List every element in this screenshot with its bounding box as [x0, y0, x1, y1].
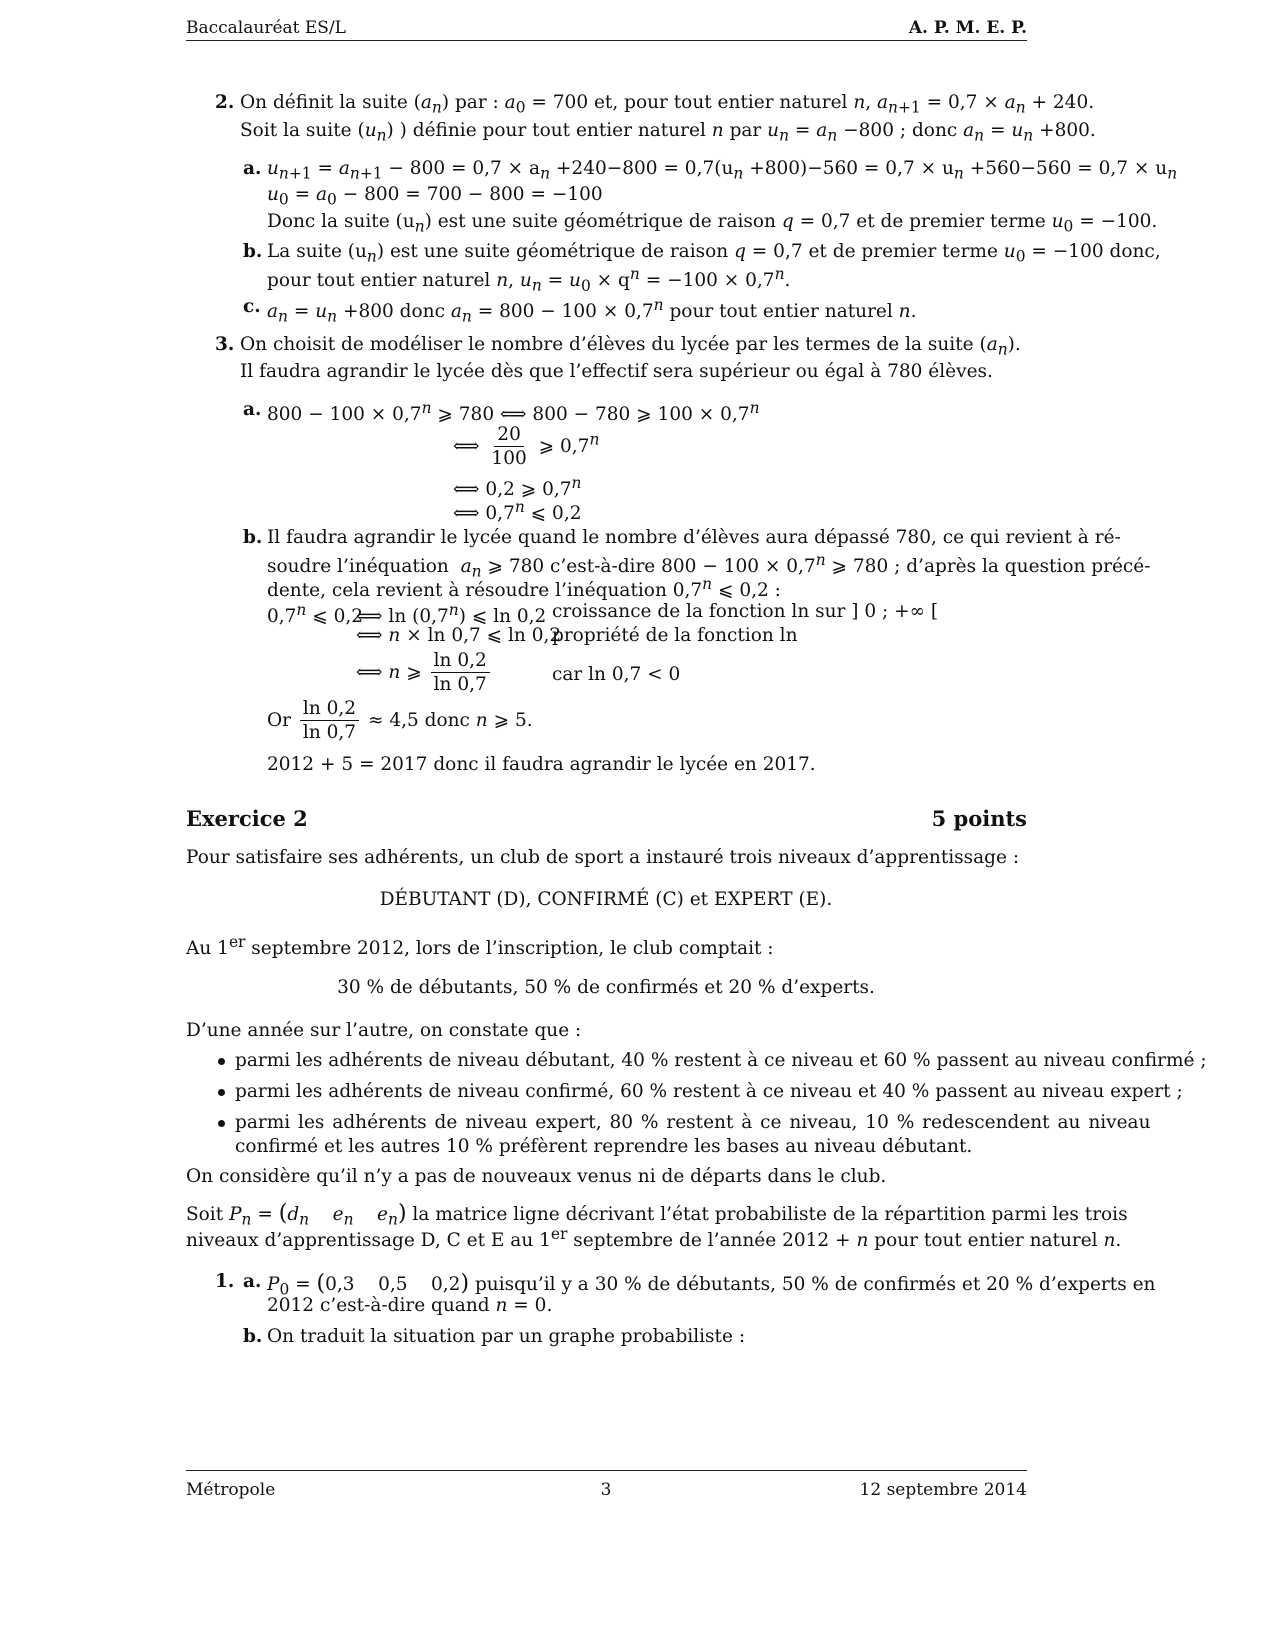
- q2a-label: a.: [243, 158, 262, 179]
- q2b-line2: pour tout entier naturel n, $u_n = u_0 \times q^n = -100 \times 0,7^n$.: [267, 265, 791, 295]
- bullet-item-3-cont: confirmé et les autres 10 % préfèrent reprendre les bases au niveau débutant.: [235, 1136, 973, 1157]
- q3b-conclusion: 2012 + 5 = 2017 donc il faudra agrandir le lycée en 2017.: [267, 754, 816, 775]
- ex2-q1a-line1: $P_0 = (0,3$ 0,5 0,2) puisqu’il y a 30 % de débutants, 50 % de confirmés et 20 % d’experts en: [267, 1271, 1156, 1299]
- fraction-or: $\frac{\ln 0,2}{\ln 0,7}$: [300, 698, 359, 744]
- q2c-line1: $a_n = u_n +800$ donc $a_n = 800 - 100 \times 0,7^n$ pour tout entier naturel n.: [267, 296, 917, 326]
- bullet-item-2: parmi les adhérents de niveau confirmé, 60 % restent à ce niveau et 40 % passent au niveau expert ;: [235, 1081, 1183, 1102]
- ex2-q1-number: 1.: [215, 1271, 235, 1292]
- ex2-q1a-label: a.: [243, 1271, 262, 1292]
- header-rule: [186, 40, 1027, 41]
- q3a-row4: ⟺ 0,7$^n$ ⩽ 0,2: [453, 498, 582, 525]
- q3b-line2: soudre l’inéquation $a_n$ ⩾ 780 c’est-à-dire $800 - 100 \times 0,7^n$ ⩾ 780 ; d’après la question précé-: [267, 551, 1151, 581]
- header-right: A. P. M. E. P.: [908, 18, 1027, 38]
- bullet-icon: [218, 1058, 225, 1065]
- q3b-step1-left: 0,7$^n$ ⩽ 0,2: [267, 601, 364, 628]
- q2c-label: c.: [243, 296, 261, 317]
- bullet-item-3: parmi les adhérents de niveau expert, 80 % restent à ce niveau, 10 % redescendent au niveau: [235, 1112, 1151, 1133]
- ex2-q1a-line2: 2012 c’est-à-dire quand n = 0.: [267, 1295, 553, 1316]
- q2a-line2: $u_0 = a_0 - 800 = 700 - 800 = -100$: [267, 184, 603, 209]
- fraction-20-100: $\frac{20}{100}$: [491, 424, 527, 470]
- ex2-levels: DÉBUTANT (D), CONFIRMÉ (C) et EXPERT (E).: [379, 889, 833, 910]
- q3b-step2-mid: ⟺ n × ln 0,7 ⩽ ln 0,2: [356, 625, 562, 646]
- bullet-icon: [218, 1089, 225, 1096]
- q3a-row1: $800 - 100 \times 0,7^n$ ⩾ 780 ⟺ 800 − 780 ⩾ $100 \times 0,7^n$: [267, 399, 760, 426]
- exercise-title: Exercice 2: [186, 806, 308, 831]
- q3b-line3: dente, cela revient à résoudre l’inéquation 0,7$^n$ ⩽ 0,2 :: [267, 575, 781, 602]
- ex2-stats: 30 % de débutants, 50 % de confirmés et 20 % d’experts.: [337, 977, 875, 998]
- q3a-row3: ⟺ 0,2 ⩾ 0,7$^n$: [453, 474, 582, 501]
- fraction-ln02-ln07: $\frac{\ln 0,2}{\ln 0,7}$: [431, 650, 490, 696]
- q3b-step1-reason: croissance de la fonction ln sur ] 0 ; +∞ [: [552, 601, 939, 622]
- q2a-line3: Donc la suite $(u_n)$ est une suite géométrique de raison q = 0,7 et de premier terme $u_0 = -100$.: [267, 211, 1158, 236]
- ex2-matrix-line2: niveaux d’apprentissage D, C et E au 1er septembre de l’année 2012 + n pour tout entier naturel n.: [186, 1225, 1122, 1252]
- q3b-step2-reason: propriété de la fonction ln: [552, 625, 798, 646]
- q3b-line1: Il faudra agrandir le lycée quand le nombre d’élèves aura dépassé 780, ce qui revient à ré-: [267, 527, 1121, 548]
- footer-right: 12 septembre 2014: [859, 1480, 1027, 1500]
- q2-number: 2.: [215, 92, 235, 113]
- q3a-label: a.: [243, 399, 262, 420]
- q3a-row2: ⟺ $\frac{20}{100}$ ⩾ 0,7$^n$: [453, 424, 600, 470]
- q3b-step3-mid: ⟺ n ⩾ $\frac{\ln 0,2}{\ln 0,7}$: [356, 650, 493, 696]
- bullet-icon: [218, 1120, 225, 1127]
- ex2-date-line: Au 1er septembre 2012, lors de l’inscription, le club comptait :: [186, 933, 774, 960]
- header-left: Baccalauréat ES/L: [186, 18, 346, 38]
- ex2-matrix-line1: Soit $P_n = (d_n$ $e_n$ $e_n$) la matrice ligne décrivant l’état probabiliste de la répartition parmi les trois: [186, 1201, 1128, 1229]
- ex2-q1b-line: On traduit la situation par un graphe probabiliste :: [267, 1326, 746, 1347]
- q3-number: 3.: [215, 334, 235, 355]
- footer-rule: [186, 1470, 1027, 1471]
- q3b-step1-mid: ⟺ ln (0,7$^n$) ⩽ ln 0,2: [356, 601, 547, 628]
- q2a-line1: $u_{n+1} = a_{n+1} - 800 = 0,7 \times a_n +240-800 = 0,7(u_n +800)-560 = 0,7 \times u_n +560-560 = 0,7 \times u_n$: [267, 158, 1178, 183]
- bullet-item-1: parmi les adhérents de niveau débutant, 40 % restent à ce niveau et 60 % passent au niveau confirmé ;: [235, 1050, 1207, 1071]
- q2b-label: b.: [243, 241, 263, 262]
- ex2-q1b-label: b.: [243, 1326, 263, 1347]
- page-number: 3: [600, 1480, 612, 1500]
- ex2-intro: Pour satisfaire ses adhérents, un club de sport a instauré trois niveaux d’apprentissage :: [186, 847, 1020, 868]
- exercise-points: 5 points: [931, 806, 1027, 831]
- q3-line2: Il faudra agrandir le lycée dès que l’effectif sera supérieur ou égal à 780 élèves.: [240, 361, 993, 382]
- q2-line1: On définit la suite $(a_n)$ par : $a_0 = 700$ et, pour tout entier naturel n, $a_{n+1} = 0,7 \times a_n + 240$.: [240, 92, 1095, 117]
- q3b-label: b.: [243, 527, 263, 548]
- q3b-step3-reason: car ln 0,7 < 0: [552, 664, 681, 685]
- ex2-constat: D’une année sur l’autre, on constate que :: [186, 1020, 582, 1041]
- ex2-no-new: On considère qu’il n’y a pas de nouveaux venus ni de départs dans le club.: [186, 1166, 887, 1187]
- footer-left: Métropole: [186, 1480, 276, 1500]
- q3-line1: On choisit de modéliser le nombre d’élèves du lycée par les termes de la suite $(a_n)$.: [240, 334, 1021, 359]
- q3b-or-line: Or $\frac{\ln 0,2}{\ln 0,7}$ ≈ 4,5 donc n ⩾ 5.: [267, 698, 533, 744]
- q2-line2: Soit la suite $(u_n)$ ) définie pour tout entier naturel n par $u_n = a_n -800$ ; donc $a_n = u_n +800$.: [240, 120, 1096, 145]
- q2b-line1: La suite $(u_n)$ est une suite géométrique de raison q = 0,7 et de premier terme $u_0 = -100$ donc,: [267, 241, 1161, 266]
